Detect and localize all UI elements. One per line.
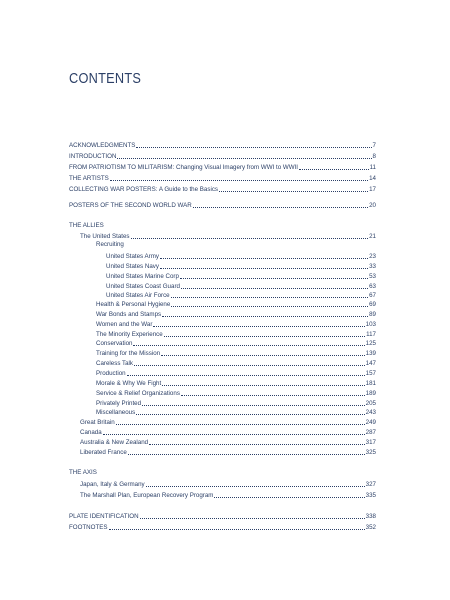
toc-entry-front-matter — [69, 152, 376, 161]
toc-entry-us-topic — [96, 408, 376, 417]
toc-entry-us-topic — [96, 349, 376, 358]
dot-leader — [117, 158, 371, 159]
dot-leader — [142, 405, 365, 406]
toc-entry-us-topic — [96, 379, 376, 388]
dot-leader — [164, 336, 365, 337]
toc-page-number: 325 — [365, 448, 376, 456]
toc-entry-country — [80, 428, 376, 437]
toc-entry-label: FOOTNOTES — [69, 523, 108, 531]
toc-entry-recruiting — [106, 252, 376, 261]
dot-leader — [162, 316, 368, 317]
dot-leader — [193, 207, 368, 208]
dot-leader — [136, 147, 371, 148]
toc-entry-country — [80, 438, 376, 447]
toc-page-number: 8 — [372, 153, 376, 161]
toc-entry-label: Great Britain — [80, 419, 115, 426]
dot-leader — [110, 180, 368, 181]
toc-entry-label: POSTERS OF THE SECOND WORLD WAR — [69, 202, 192, 209]
toc-entry-label: United States Coast Guard — [106, 282, 180, 290]
toc-entry-label: Training for the Mission — [96, 350, 161, 358]
toc-page-number: 139 — [365, 350, 376, 358]
toc-entry-label: Australia & New Zealand — [80, 438, 149, 446]
dot-leader — [136, 414, 364, 415]
toc-entry-label: THE ARTISTS — [69, 175, 109, 183]
toc-page-number: 181 — [365, 379, 376, 387]
toc-page-number: 352 — [365, 523, 376, 531]
toc-entry-label: United States Air Force — [106, 292, 170, 300]
toc-entry-label: War Bonds and Stamps — [96, 310, 162, 318]
toc-entry-us-topic — [96, 339, 376, 348]
toc-page-number: 147 — [365, 360, 376, 368]
toc-page-number: 157 — [365, 369, 376, 377]
toc-page-number: 249 — [365, 419, 376, 426]
dot-leader — [146, 486, 365, 487]
toc-page-number: 53 — [369, 272, 376, 280]
toc-entry-label: The United States — [80, 233, 130, 240]
toc-entry-label: ACKNOWLEDGMENTS — [69, 142, 136, 149]
toc-page-number: 243 — [365, 409, 376, 417]
toc-page-number: 335 — [365, 492, 376, 499]
toc-entry-label: PLATE IDENTIFICATION — [69, 513, 139, 520]
toc-page-number: 338 — [365, 513, 376, 520]
dot-leader — [149, 444, 365, 445]
toc-entry-front-matter — [69, 141, 376, 150]
toc-entry-label: United States Marine Corp — [106, 272, 179, 280]
toc-entry-label: The Minority Experience — [96, 330, 163, 338]
toc-page-number: 14 — [369, 175, 376, 183]
toc-entry-axis — [80, 491, 376, 500]
dot-leader — [131, 238, 369, 239]
toc-entry-us-topic — [96, 310, 376, 319]
toc-page-number: 89 — [369, 310, 376, 318]
toc-entry-label: FROM PATRIOTISM TO MILITARISM: Changing Visual Imagery from WWI to WWII — [69, 164, 298, 172]
toc-entry-label: Miscellaneous — [96, 409, 136, 417]
toc-entry-united-states — [80, 232, 376, 241]
toc-entry-label: COLLECTING WAR POSTERS: A Guide to the Basics — [69, 186, 219, 194]
dot-leader — [161, 355, 365, 356]
dot-leader — [134, 365, 365, 366]
toc-entry-label: Conservation — [96, 340, 133, 348]
toc-entry-label: Japan, Italy & Germany — [80, 481, 145, 488]
toc-page-number: 63 — [369, 282, 376, 290]
toc-entry-label: Women and the War — [96, 320, 153, 328]
toc-entry-label: Canada — [80, 428, 102, 436]
toc-entry-back-matter — [69, 523, 376, 532]
toc-entry-label: Morale & Why We Fight — [96, 379, 162, 387]
toc-page-number: 317 — [365, 438, 376, 446]
toc-entry-us-topic — [96, 300, 376, 309]
dot-leader — [181, 288, 368, 289]
dot-leader — [128, 454, 365, 455]
toc-page-number: 17 — [369, 186, 376, 194]
dot-leader — [181, 395, 365, 396]
toc-entry-label: Privately Printed — [96, 399, 142, 407]
toc-entry-posters — [69, 201, 376, 210]
toc-page-number: 11 — [369, 164, 376, 172]
toc-page-number: 69 — [369, 301, 376, 308]
toc-entry-recruiting — [106, 282, 376, 291]
page-title: CONTENTS — [69, 70, 142, 87]
toc-entry-axis — [80, 480, 376, 489]
dot-leader — [140, 518, 365, 519]
dot-leader — [116, 424, 365, 425]
toc-entry-us-topic — [96, 359, 376, 368]
subsection-heading-recruiting: Recruiting — [96, 241, 124, 248]
dot-leader — [109, 529, 365, 530]
toc-page-number: 287 — [365, 428, 376, 436]
toc-entry-label: Liberated France — [80, 448, 127, 456]
toc-page-number: 21 — [369, 233, 376, 240]
toc-entry-label: Careless Talk — [96, 360, 134, 368]
toc-entry-country — [80, 418, 376, 427]
toc-entry-label: Production — [96, 369, 126, 377]
toc-page-number: 205 — [365, 399, 376, 407]
section-heading-allies: THE ALLIES — [69, 222, 104, 229]
dot-leader — [153, 326, 364, 327]
toc-page-number: 7 — [372, 142, 376, 149]
toc-entry-label: United States Navy — [106, 262, 159, 270]
toc-page-number: 117 — [366, 330, 376, 338]
toc-entry-recruiting — [106, 272, 376, 281]
toc-entry-label: United States Army — [106, 253, 159, 260]
toc-page-number: 189 — [365, 389, 376, 397]
toc-page-number: 33 — [369, 262, 376, 270]
toc-page-number: 327 — [365, 481, 376, 488]
dot-leader — [103, 434, 365, 435]
dot-leader — [214, 497, 364, 498]
dot-leader — [133, 345, 364, 346]
toc-entry-us-topic — [96, 330, 376, 339]
toc-entry-label: Health & Personal Hygiene — [96, 301, 171, 308]
dot-leader — [180, 278, 368, 279]
toc-entry-us-topic — [96, 389, 376, 398]
toc-entry-label: The Marshall Plan, European Recovery Program — [80, 492, 214, 499]
toc-entry-label: Service & Relief Organizations — [96, 389, 180, 397]
toc-page-number: 125 — [365, 340, 376, 348]
toc-entry-front-matter — [69, 185, 376, 194]
dot-leader — [160, 258, 368, 259]
toc-entry-front-matter — [69, 163, 376, 172]
toc-page-number: 103 — [365, 320, 376, 328]
toc-entry-country — [80, 448, 376, 457]
toc-page-number: 67 — [369, 292, 376, 300]
toc-page-number: 20 — [369, 202, 376, 209]
toc-entry-recruiting — [106, 262, 376, 271]
toc-entry-us-topic — [96, 399, 376, 408]
toc-entry-us-topic — [96, 320, 376, 329]
dot-leader — [127, 375, 365, 376]
toc-entry-back-matter — [69, 512, 376, 521]
dot-leader — [299, 169, 369, 170]
dot-leader — [171, 297, 368, 298]
toc-entry-label: INTRODUCTION — [69, 153, 117, 161]
dot-leader — [219, 191, 368, 192]
dot-leader — [171, 306, 368, 307]
toc-page-number: 23 — [369, 253, 376, 260]
toc-entry-us-topic — [96, 369, 376, 378]
dot-leader — [162, 385, 364, 386]
toc-entry-front-matter — [69, 174, 376, 183]
section-heading-axis: THE AXIS — [69, 469, 97, 476]
dot-leader — [160, 268, 368, 269]
